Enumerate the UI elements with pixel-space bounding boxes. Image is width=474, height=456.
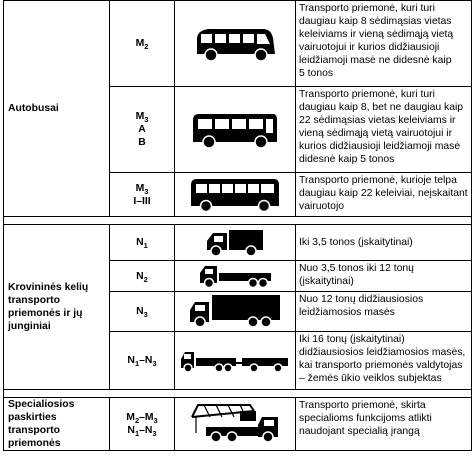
category-cell: $N_3$ [110,292,175,332]
description-cell: Nuo 3,5 tonos iki 12 tonų (įskaitytinai) [296,261,472,292]
group-label-bus: Autobusai [4,1,110,217]
description-cell: Transporto priemonė, skirta specialioms funkcijoms atlikti naudojant specialią įrangą [296,398,472,451]
description-cell: Nuo 12 tonų didžiausiosios leidžiamosios masės [296,292,472,332]
van-truck-icon [175,225,296,261]
medium-truck-icon [175,261,296,292]
group-label-freight: Krovininės kelių transporto priemonės ir jų junginiai [4,225,110,390]
heavy-truck-icon [175,292,296,332]
category-cell: $N_1-N_3$ [110,332,175,390]
table-row [4,1,472,87]
table-row [4,225,472,261]
category-cell: $N_2$ [110,261,175,292]
table-spacer-row [4,390,472,398]
category-cell: $M_2-M_3$ $N_1-N_3$ [110,398,175,451]
crane-truck-icon [175,398,296,451]
description-cell: Transporto priemonė, kurioje telpa daugiau kaip 22 keleiviai, neįskaitant vairuotojo [296,173,472,217]
category-cell: $M_2$ [110,1,175,87]
table-row [4,398,472,451]
description-cell: Transporto priemonė, kuri turi daugiau kaip 8 sėdimąsias vietas keleiviams ir vieną sėdimąją vietą vairuotojui ir kurios didžiausioji leidžiamoji masė ne didesnė kaip 5 tonos [296,1,472,87]
vehicle-category-table [3,0,472,451]
description-cell: Transporto priemonė, kuri turi daugiau kaip 8, bet ne daugiau kaip 22 sėdimąsias vietas keleiviams ir vieną sėdimąją vietą vairuotojui ir kurios didžiausioji leidžiamoji masė didesnė kaip 5 tonos [296,87,472,173]
description-cell: Iki 3,5 tonos (įskaitytinai) [296,225,472,261]
category-cell: $M_3$ A B [110,87,175,173]
group-label-special: Specialiosios paskirties transporto priemonės [4,398,110,451]
truck-trailer-icon [175,332,296,390]
coach-icon [175,173,296,217]
bus-icon [175,87,296,173]
minibus-icon [175,1,296,87]
table-spacer-row [4,217,472,225]
description-cell: Iki 16 tonų (įskaitytinai) didžiausiosios leidžiamosios masės, kai transporto priemonės valdytojas – žemės ūkio veiklos subjektas [296,332,472,390]
category-cell: $M_3$ I–III [110,173,175,217]
category-cell: $N_1$ [110,225,175,261]
